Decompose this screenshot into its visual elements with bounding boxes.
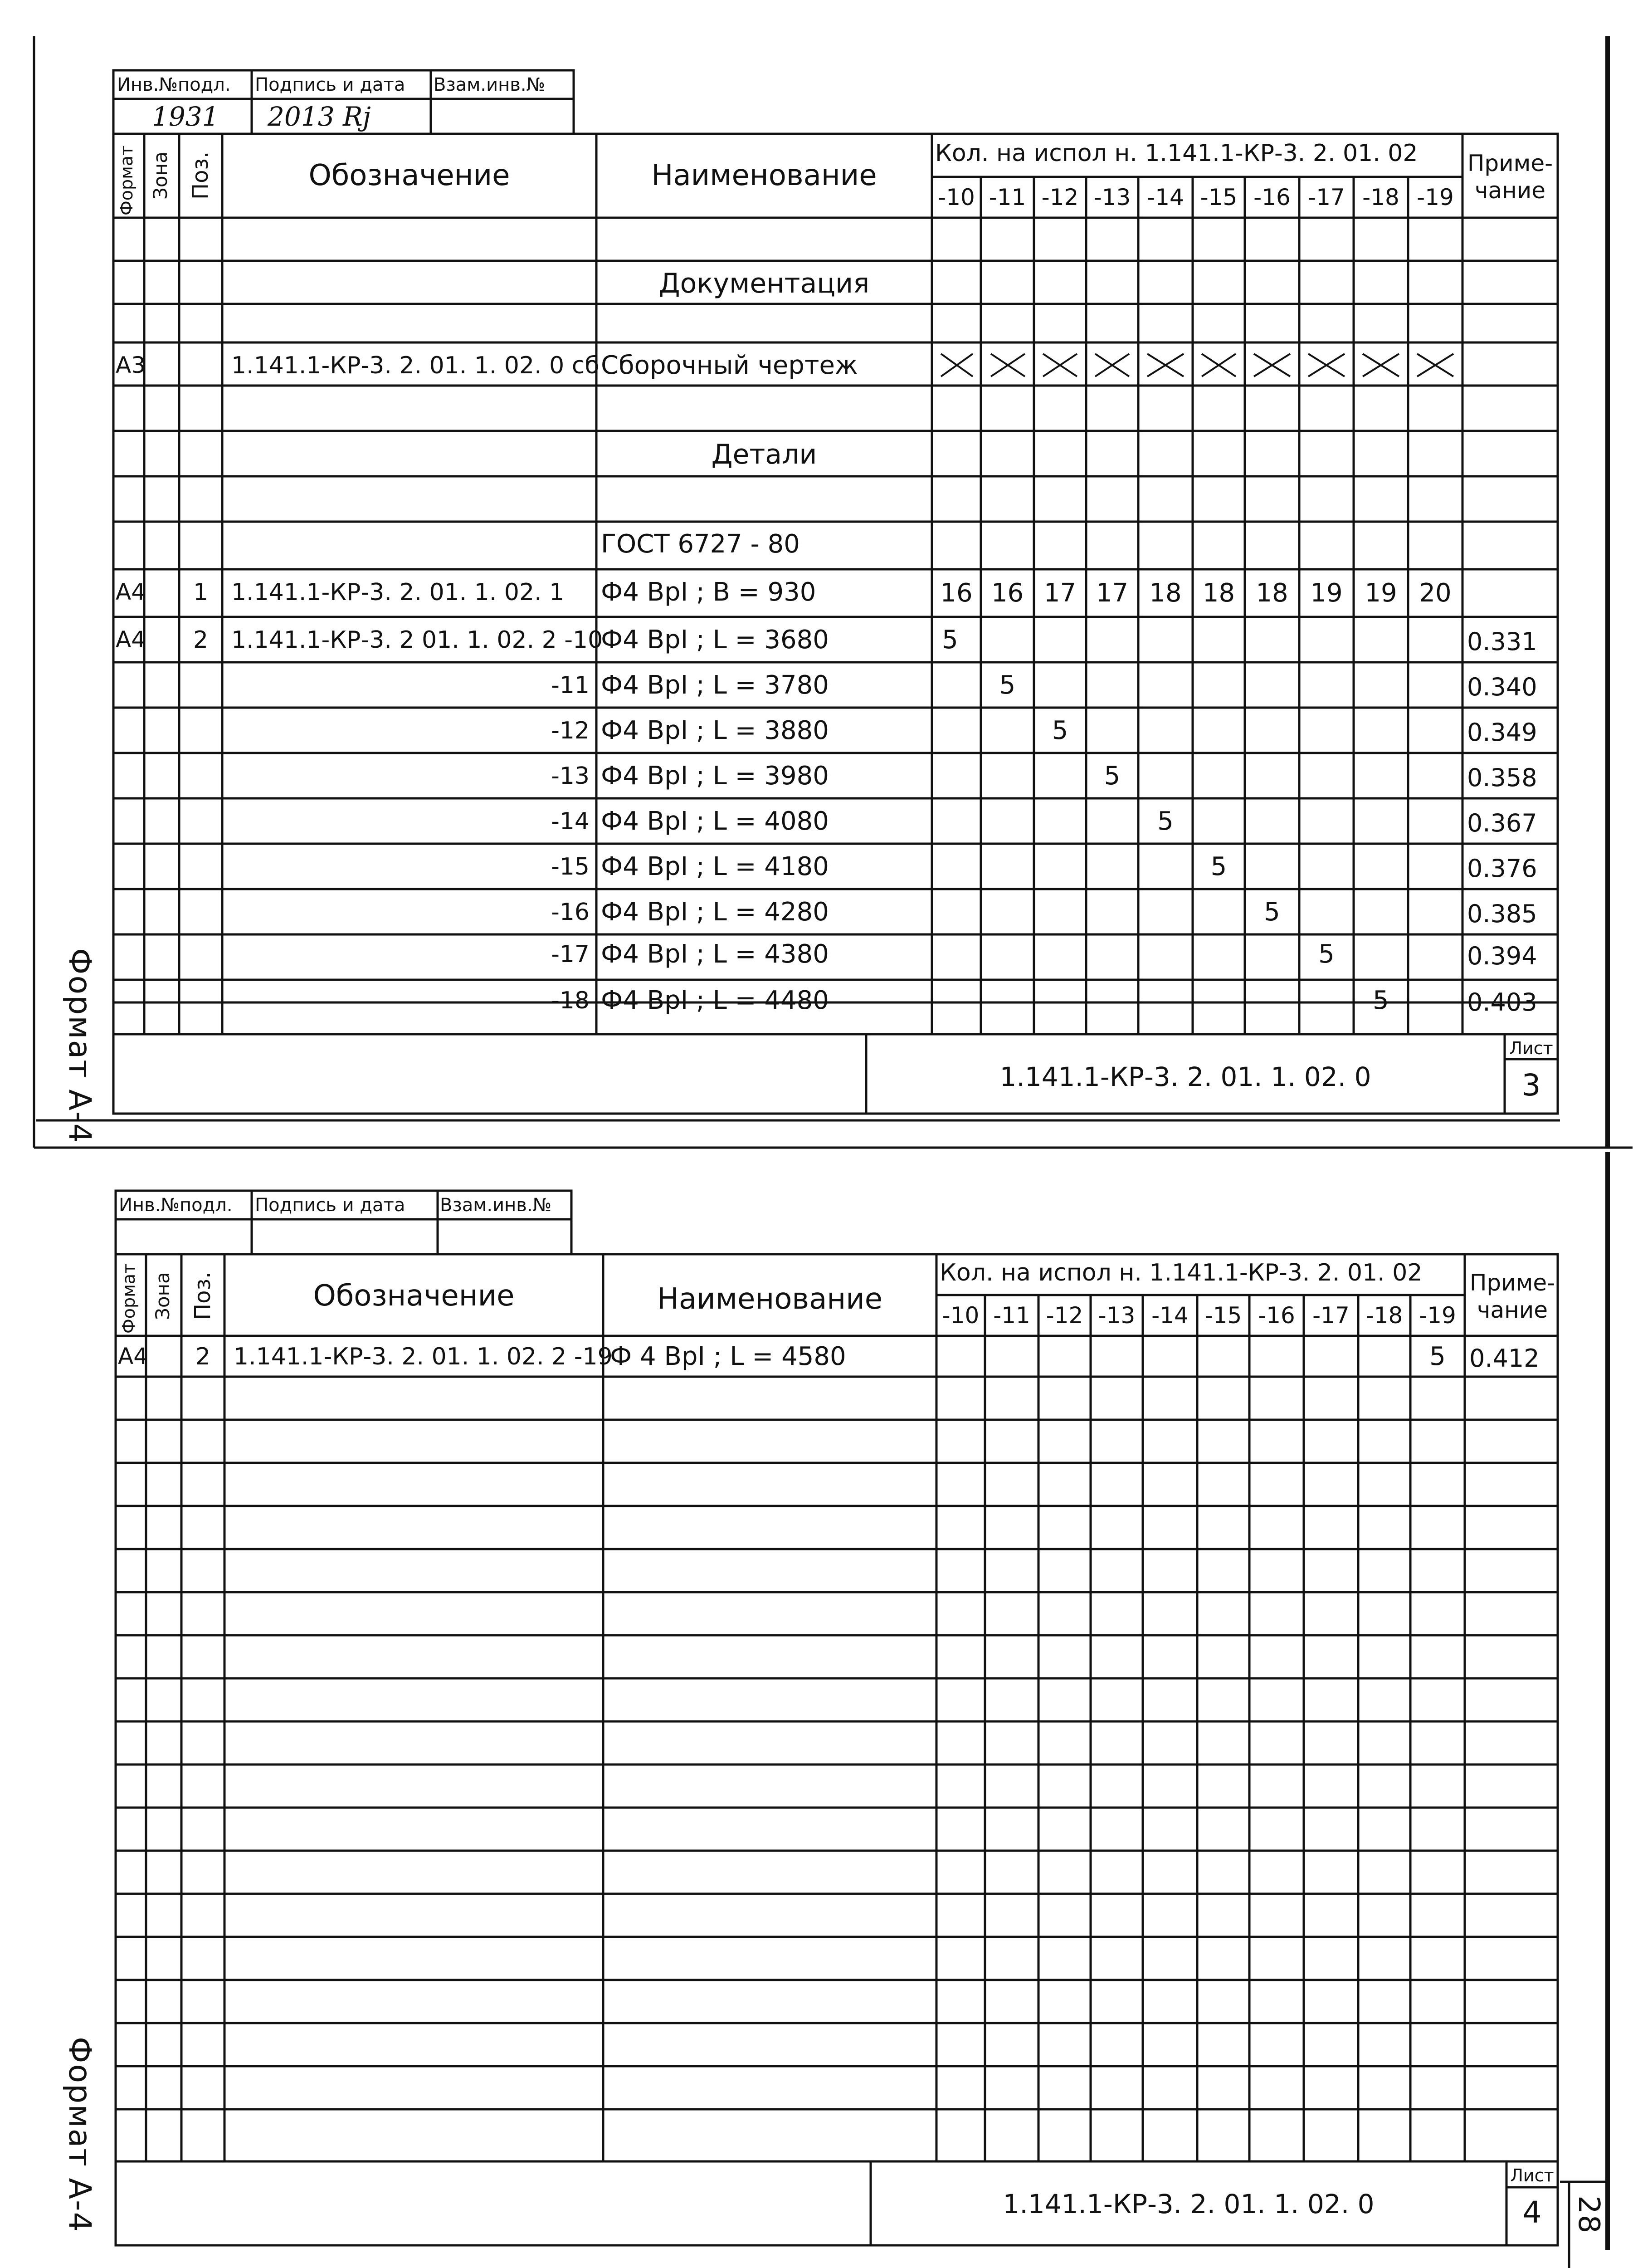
header-pos: Поз. bbox=[188, 151, 213, 200]
part2-qty: 5 bbox=[1052, 716, 1068, 745]
header-name: Наименование bbox=[657, 1282, 883, 1316]
title-block-code: 1.141.1-КР-3. 2. 01. 1. 02. 0 bbox=[1003, 2189, 1375, 2219]
part2-designation: -13 bbox=[551, 763, 590, 790]
part2-qty: 5 bbox=[1318, 939, 1335, 969]
part2-designation: -15 bbox=[551, 853, 590, 880]
part2-name: Ф4 ВрI ; L = 3780 bbox=[601, 670, 829, 700]
part2-note: 0.358 bbox=[1467, 763, 1537, 792]
variant-label: -18 bbox=[1365, 1302, 1403, 1329]
header-notes: Приме-чание bbox=[1467, 150, 1553, 204]
variant-label: -13 bbox=[1098, 1302, 1136, 1329]
header-notes: Приме-чание bbox=[1469, 1270, 1555, 1323]
stamp-inv-value: 1931 bbox=[152, 101, 219, 132]
variant-label: -15 bbox=[1200, 184, 1238, 210]
part2-name: Ф4 ВрI ; L = 4080 bbox=[601, 807, 829, 836]
header-designation: Обозначение bbox=[308, 159, 510, 192]
header-format: Формат bbox=[119, 1263, 139, 1334]
variant-label: -14 bbox=[1147, 184, 1184, 210]
part2-designation: -16 bbox=[551, 899, 590, 926]
header-qty: Кол. на испол н. 1.141.1-КР-3. 2. 01. 02 bbox=[940, 1259, 1423, 1286]
header-designation: Обозначение bbox=[313, 1279, 515, 1313]
variant-label: -11 bbox=[993, 1302, 1030, 1329]
part2-designation: -17 bbox=[551, 941, 590, 968]
stamp-sign-header: Подпись и дата bbox=[255, 1195, 405, 1216]
header-zone: Зона bbox=[151, 1272, 174, 1320]
row-qty: 5 bbox=[1429, 1342, 1446, 1371]
variant-label: -18 bbox=[1362, 184, 1399, 210]
part2-note: 0.367 bbox=[1467, 809, 1537, 837]
part2-note: 0.331 bbox=[1467, 627, 1537, 656]
variant-label: -10 bbox=[938, 184, 975, 210]
part2-name: Ф4 ВрI ; L = 3880 bbox=[601, 716, 829, 745]
part2-designation: -18 bbox=[551, 987, 590, 1014]
stamp-inv-header: Инв.№подл. bbox=[119, 1195, 233, 1216]
header-name: Наименование bbox=[651, 159, 877, 192]
section-documentation: Документация bbox=[658, 268, 870, 299]
sheet-number: 4 bbox=[1522, 2195, 1542, 2230]
part2-qty: 5 bbox=[1104, 761, 1121, 791]
part2-note: 0.340 bbox=[1467, 673, 1537, 701]
variant-label: -10 bbox=[942, 1302, 980, 1329]
part2-note: 0.349 bbox=[1467, 718, 1537, 747]
variant-label: -19 bbox=[1417, 184, 1454, 210]
doc-row-format: А3 bbox=[116, 352, 146, 378]
part2-pos: 2 bbox=[193, 626, 209, 654]
stamp-inv-header: Инв.№подл. bbox=[117, 74, 231, 95]
part1-qty: 19 bbox=[1365, 578, 1397, 608]
part1-qty: 18 bbox=[1256, 578, 1288, 608]
part2-format: А4 bbox=[116, 626, 146, 653]
gost-standard: ГОСТ 6727 - 80 bbox=[601, 529, 800, 559]
sheet-2 bbox=[0, 1152, 1633, 2268]
variant-label: -13 bbox=[1093, 184, 1131, 210]
variant-label: -16 bbox=[1258, 1302, 1295, 1329]
row-note: 0.412 bbox=[1469, 1344, 1540, 1373]
sheet-number: 3 bbox=[1521, 1068, 1541, 1103]
part1-pos: 1 bbox=[193, 579, 209, 606]
title-block-code: 1.141.1-КР-3. 2. 01. 1. 02. 0 bbox=[999, 1061, 1371, 1092]
part2-note: 0.403 bbox=[1467, 988, 1537, 1017]
stamp-swap-header: Взам.инв.№ bbox=[434, 74, 546, 95]
format-side-label: Формат А-4 bbox=[62, 948, 97, 1144]
header-qty: Кол. на испол н. 1.141.1-КР-3. 2. 01. 02 bbox=[935, 140, 1418, 167]
part2-note: 0.376 bbox=[1467, 854, 1537, 883]
sheet-label: Лист bbox=[1509, 1038, 1553, 1058]
part1-qty: 16 bbox=[940, 578, 973, 608]
part2-designation: -11 bbox=[551, 672, 590, 699]
part1-format: А4 bbox=[116, 579, 146, 605]
variant-label: -15 bbox=[1204, 1302, 1242, 1329]
part2-name: Ф4 ВрI ; L = 4280 bbox=[601, 897, 829, 927]
header-pos: Поз. bbox=[190, 1271, 215, 1320]
header-format: Формат bbox=[117, 145, 136, 215]
stamp-sign-header: Подпись и дата bbox=[255, 74, 405, 95]
variant-label: -14 bbox=[1151, 1302, 1189, 1329]
variant-label: -12 bbox=[1041, 184, 1079, 210]
row-format: А4 bbox=[118, 1343, 148, 1369]
doc-row-name: Сборочный чертеж bbox=[601, 351, 858, 380]
part1-qty: 19 bbox=[1310, 578, 1343, 608]
part2-name: Ф4 ВрI ; L = 3980 bbox=[601, 761, 829, 791]
format-side-label: Формат А-4 bbox=[62, 2037, 97, 2233]
variant-label: -16 bbox=[1253, 184, 1291, 210]
part2-name: Ф4 ВрI ; L = 3680 bbox=[601, 625, 829, 655]
part2-designation: -14 bbox=[551, 808, 590, 835]
part2-designation: -12 bbox=[551, 717, 590, 744]
part2-qty: 5 bbox=[1373, 986, 1389, 1015]
part2-name: Ф4 ВрI ; L = 4480 bbox=[601, 986, 829, 1015]
part2-name: Ф4 ВрI ; L = 4180 bbox=[601, 852, 829, 881]
part2-name: Ф4 ВрI ; L = 4380 bbox=[601, 939, 829, 969]
variant-label: -11 bbox=[989, 184, 1026, 210]
part2-qty: 5 bbox=[1210, 852, 1227, 881]
part1-name: Ф4 ВрI ; В = 930 bbox=[601, 577, 816, 607]
row-pos: 2 bbox=[195, 1343, 211, 1370]
part2-qty: 5 bbox=[1157, 807, 1174, 836]
part2-note: 0.385 bbox=[1467, 899, 1537, 928]
part1-qty: 18 bbox=[1202, 578, 1235, 608]
part2-qty: 5 bbox=[999, 670, 1016, 700]
part2-qty: 5 bbox=[1264, 897, 1280, 927]
part1-qty: 17 bbox=[1043, 578, 1077, 608]
stamp-swap-header: Взам.инв.№ bbox=[440, 1195, 552, 1216]
part1-qty: 16 bbox=[991, 578, 1024, 608]
part1-qty: 17 bbox=[1096, 578, 1129, 608]
part1-qty: 18 bbox=[1149, 578, 1182, 608]
part1-designation: 1.141.1-КР-3. 2. 01. 1. 02. 1 bbox=[231, 579, 565, 606]
variant-label: -17 bbox=[1308, 184, 1345, 210]
part2-qty: 5 bbox=[942, 625, 958, 655]
row-name: Ф 4 ВрI ; L = 4580 bbox=[610, 1342, 846, 1371]
page-number: 28 bbox=[1572, 2195, 1605, 2234]
sheet-label: Лист bbox=[1510, 2165, 1554, 2185]
header-zone: Зона bbox=[149, 152, 171, 200]
part1-qty: 20 bbox=[1419, 578, 1452, 608]
section-parts: Детали bbox=[711, 439, 817, 470]
variant-label: -12 bbox=[1046, 1302, 1083, 1329]
variant-label: -17 bbox=[1312, 1302, 1350, 1329]
row-designation: 1.141.1-КР-3. 2. 01. 1. 02. 2 -19 bbox=[234, 1343, 613, 1370]
stamp-sign-value: 2013 Rj bbox=[268, 101, 371, 132]
part2-note: 0.394 bbox=[1467, 942, 1537, 970]
variant-label: -19 bbox=[1419, 1302, 1456, 1329]
part2-designation: 1.141.1-КР-3. 2 01. 1. 02. 2 -10 bbox=[231, 626, 603, 654]
doc-row-designation: 1.141.1-КР-3. 2. 01. 1. 02. 0 сб bbox=[231, 352, 600, 379]
